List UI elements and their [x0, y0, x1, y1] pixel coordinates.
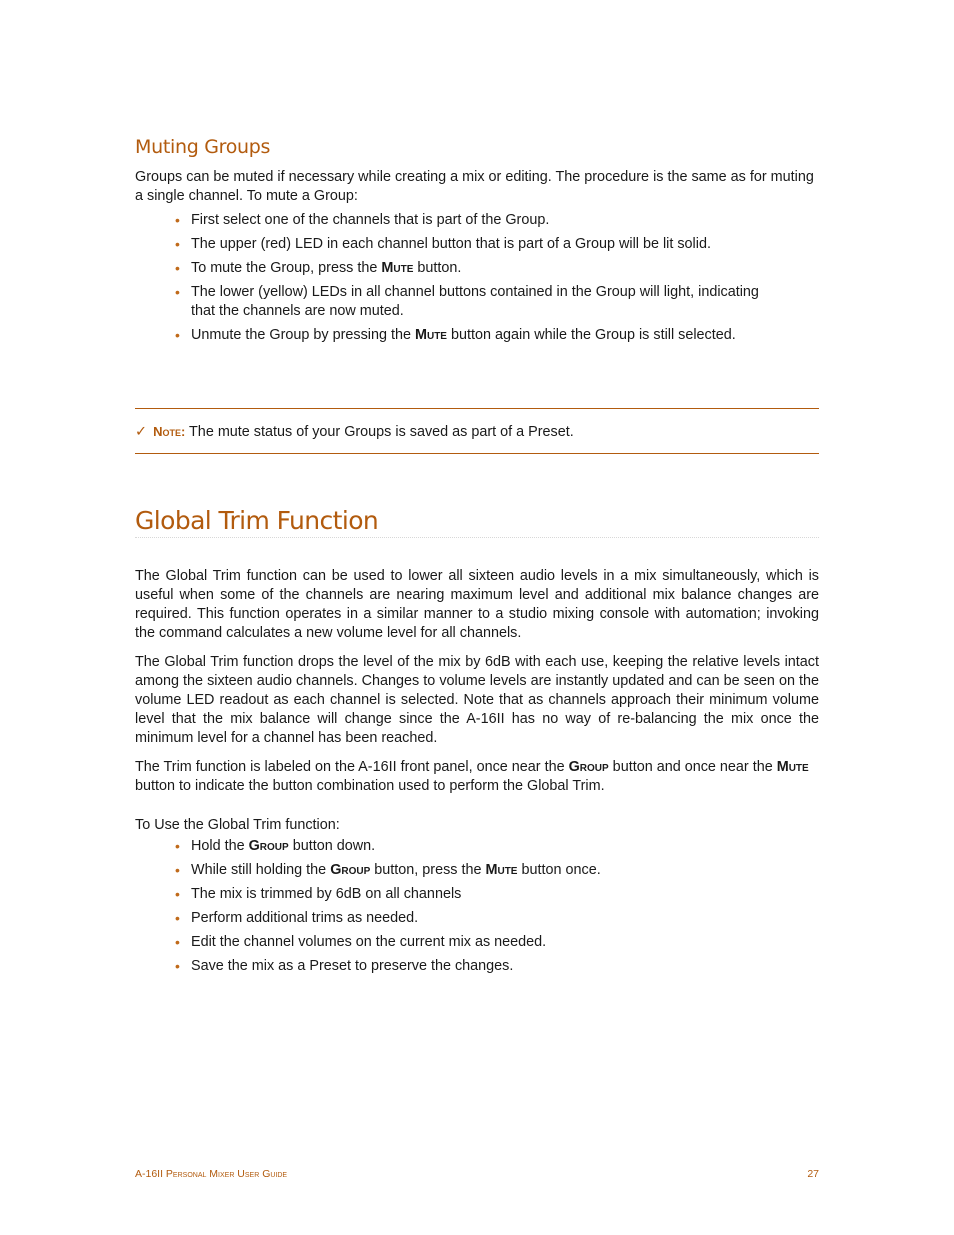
- mute-key-label: Mute: [776, 759, 809, 775]
- list-item: • The upper (red) LED in each channel button that is part of a Group will be lit solid.: [175, 236, 711, 252]
- muting-groups-intro: Groups can be muted if necessary while creating a mix or editing. The procedure is the same as for muting a single channel. To mute a Group:: [135, 169, 814, 204]
- section-heading-global-trim: Global Trim Function: [135, 506, 819, 538]
- steps-intro: To Use the Global Trim function:: [135, 817, 340, 833]
- global-trim-para-1: The Global Trim function can be used to lower all sixteen audio levels in a mix simultaneously, which is useful when some of the channels are nearing maximum level and additional mix balance changes are required. This function operates in a similar manner to a studio mixing console with automation; invoking the command calculates a new volume level for all channels.: [135, 568, 819, 641]
- footer-title: A-16II Personal Mixer User Guide: [135, 1168, 288, 1180]
- checkmark-icon: ✓: [135, 424, 148, 440]
- list-item: • Edit the channel volumes on the current mix as needed.: [175, 934, 547, 950]
- list-item: • Hold the Group button down.: [175, 838, 376, 854]
- list-item: • To mute the Group, press the Mute button.: [175, 260, 462, 276]
- group-key-label: Group: [248, 838, 289, 854]
- muting-groups-list: [135, 211, 819, 345]
- group-key-label: Group: [330, 862, 371, 878]
- note-label: Note:: [153, 424, 186, 439]
- note-bottom-rule: [135, 453, 819, 454]
- list-item: • The mix is trimmed by 6dB on all channels: [175, 886, 462, 902]
- note-top-rule: [135, 408, 819, 409]
- note-box: [135, 422, 574, 442]
- list-item: • First select one of the channels that is part of the Group.: [175, 212, 550, 228]
- global-trim-steps: [135, 837, 819, 976]
- list-item: • Unmute the Group by pressing the Mute button again while the Group is still selected.: [175, 327, 736, 343]
- mute-key-label: Mute: [414, 327, 447, 343]
- group-key-label: Group: [568, 759, 609, 775]
- mute-key-label: Mute: [381, 260, 414, 276]
- note-text: The mute status of your Groups is saved as part of a Preset.: [185, 424, 574, 440]
- section-heading-muting-groups: Muting Groups: [135, 136, 271, 158]
- global-trim-para-3: The Trim function is labeled on the A-16II front panel, once near the Group button and once near the Mute button to indicate the button combination used to perform the Global Trim.: [135, 759, 809, 794]
- global-trim-para-2: The Global Trim function drops the level of the mix by 6dB with each use, keeping the relative levels intact among the sixteen audio channels. Changes to volume levels are instantly updated and can be seen on the volume LED readout as each channel is selected. Note that as channels approach their minimum volume level that the mix balance will change since the A-16II has no way of re-balancing the mix once the minimum level for a channel has been reached.: [135, 654, 819, 746]
- list-item: • Perform additional trims as needed.: [175, 910, 419, 926]
- list-item: • Save the mix as a Preset to preserve the changes.: [175, 958, 514, 974]
- list-item: • The lower (yellow) LEDs in all channel buttons contained in the Group will light, indicating that the channels are now muted.: [175, 284, 759, 319]
- list-item: • While still holding the Group button, press the Mute button once.: [175, 862, 601, 878]
- mute-key-label: Mute: [485, 862, 518, 878]
- page-number: 27: [807, 1168, 819, 1180]
